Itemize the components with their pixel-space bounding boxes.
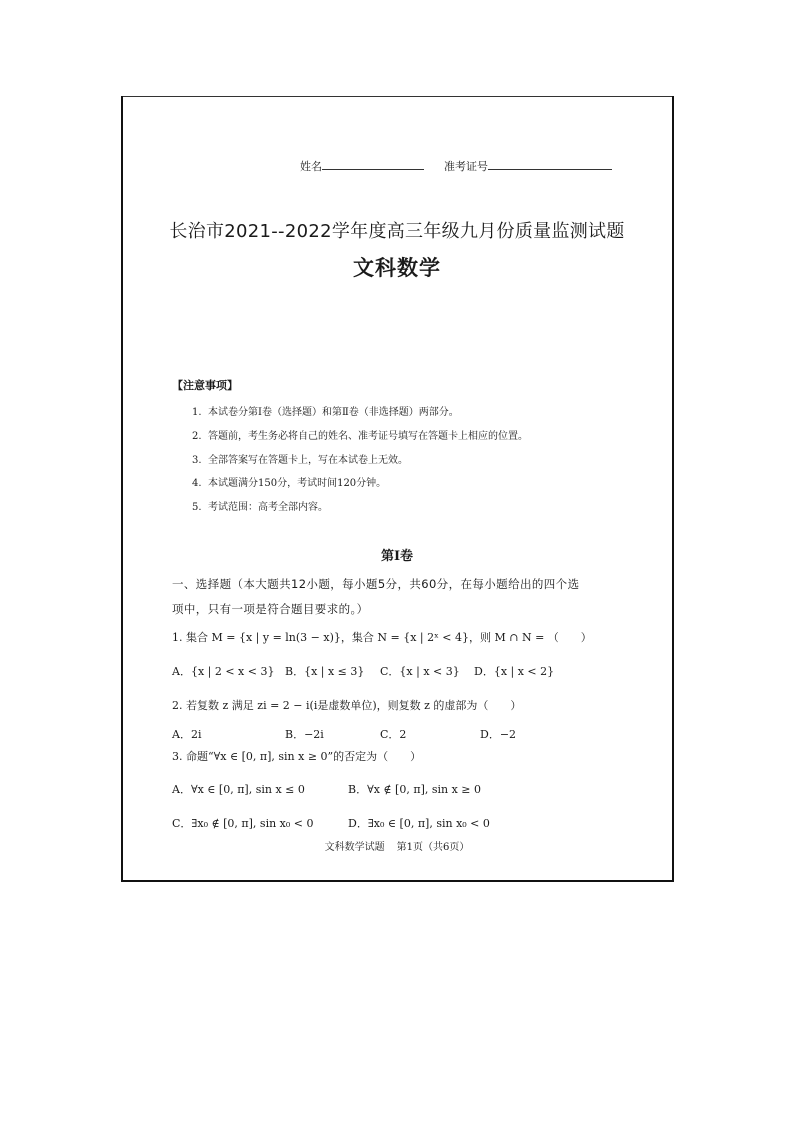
exam-subtitle: 文科数学	[353, 256, 441, 280]
volume-title: 第Ⅰ卷	[380, 549, 414, 564]
question-2-option-b: B．−2i	[285, 728, 324, 741]
notice-item: 5. 考试范围：高考全部内容。	[192, 502, 328, 513]
page-border-left	[121, 96, 123, 882]
question-3-stem: 3. 命题“∀x ∈ [0, π], sin x ≥ 0”的否定为（ ）	[172, 750, 422, 763]
notice-item: 1. 本试卷分第Ⅰ卷（选择题）和第Ⅱ卷（非选择题）两部分。	[192, 407, 459, 418]
question-3-option-b: B．∀x ∉ [0, π], sin x ≥ 0	[348, 783, 482, 796]
question-2-stem: 2. 若复数 z 满足 zi = 2 − i(i是虚数单位)，则复数 z 的虚部为（ ）	[172, 699, 522, 712]
question-3-option-d: D．∃x₀ ∈ [0, π], sin x₀ < 0	[348, 817, 490, 830]
page-border-top	[123, 96, 674, 97]
exam-title: 长治市2021--2022学年度高三年级九月份质量监测试题	[169, 221, 625, 242]
question-2-option-a: A．2i	[172, 728, 202, 741]
question-2-option-d: D．−2	[480, 728, 517, 741]
section-instruction-line1: 一、选择题（本大题共12小题，每小题5分，共60分，在每小题给出的四个选	[172, 577, 580, 591]
notice-item: 3. 全部答案写在答题卡上，写在本试卷上无效。	[192, 455, 408, 466]
name-blank	[322, 169, 424, 170]
id-label: 准考证号	[444, 160, 488, 173]
footer-subject: 文科数学试题	[324, 842, 385, 853]
notice-item: 2. 答题前，考生务必将自己的姓名、准考证号填写在答题卡上相应的位置。	[192, 431, 528, 442]
notice-item: 4. 本试题满分150分，考试时间120分钟。	[192, 478, 387, 489]
question-3-option-c: C．∃x₀ ∉ [0, π], sin x₀ < 0	[172, 817, 314, 830]
page-footer	[0, 838, 794, 853]
name-label: 姓名	[300, 160, 322, 173]
id-field	[444, 158, 612, 174]
page-border-bottom	[121, 880, 674, 882]
name-field	[300, 158, 424, 174]
question-1-option-b: B．{x | x ≤ 3}	[285, 665, 365, 678]
question-1-option-a: A．{x | 2 < x < 3}	[172, 665, 275, 678]
question-2-option-c: C．2	[380, 728, 407, 741]
notice-heading: 【注意事项】	[172, 379, 238, 392]
question-1-stem: 1. 集合 M = {x | y = ln(3 − x)}，集合 N = {x | 2ˣ < 4}，则 M ∩ N = （ ）	[172, 631, 592, 644]
question-1-option-c: C．{x | x < 3}	[380, 665, 460, 678]
footer-page-number: 第1页（共6页）	[396, 842, 470, 853]
id-blank	[488, 169, 612, 170]
question-1-option-d: D．{x | x < 2}	[474, 665, 555, 678]
section-instruction-line2: 项中，只有一项是符合题目要求的。）	[172, 602, 369, 616]
question-3-option-a: A．∀x ∈ [0, π], sin x ≤ 0	[172, 783, 305, 796]
page-border-right	[672, 96, 674, 882]
